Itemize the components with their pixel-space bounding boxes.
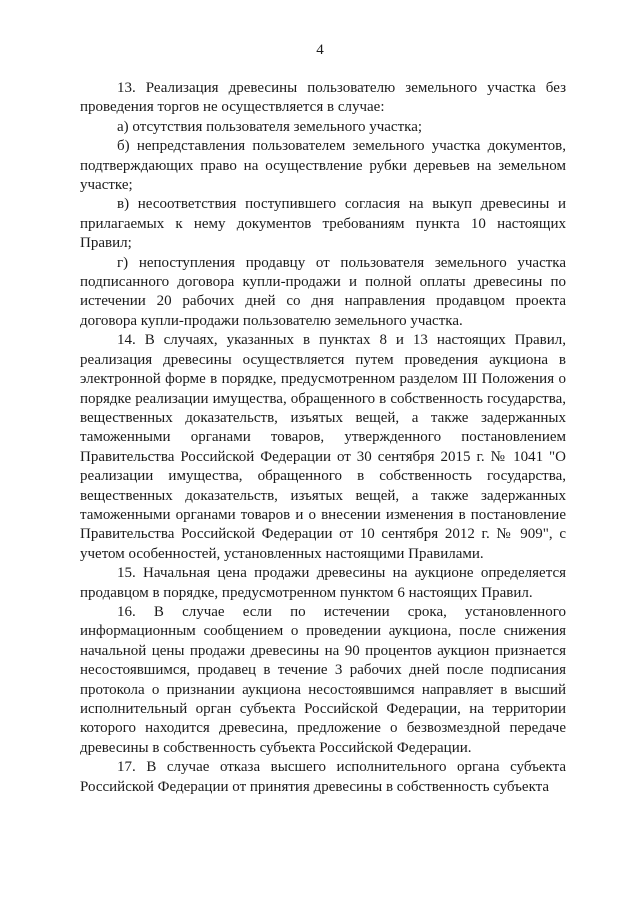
page-number: 4 bbox=[316, 42, 324, 58]
paragraph-13-b: б) непредставления пользователем земельного участка документов, подтверждающих право на осуществление рубки деревьев на земельном участке; bbox=[80, 138, 566, 194]
paragraph-17: 17. В случае отказа высшего исполнительного органа субъекта Российской Федерации от принятия древесины в собственность субъекта bbox=[80, 759, 566, 795]
paragraph-16: 16. В случае если по истечении срока, установленного информационным сообщением о проведении аукциона, после снижения начальной цены продажи древесины на 90 процентов аукцион признается несостоявшимся, продавец в течение 3 рабочих дней после подписания протокола о признании аукциона несостоявшимся направляет в высший исполнительный орган субъекта Российской Федерации, на территории которого находится древесина, предложение о безвозмездной передаче древесины в собственность субъекта Российской Федерации. bbox=[80, 603, 566, 756]
paragraph-13-a: а) отсутствия пользователя земельного участка; bbox=[117, 118, 423, 135]
paragraph-13-g: г) непоступления продавцу от пользователя земельного участка подписанного договора купли-продажи и полной оплаты древесины по истечении 20 рабочих дней со дня направления продавцом проекта договора купли-продажи пользователю земельного участка. bbox=[80, 254, 566, 329]
paragraph-14: 14. В случаях, указанных в пунктах 8 и 13 настоящих Правил, реализация древесины осуществляется путем проведения аукциона в электронной форме в порядке, предусмотренном разделом III Положения о порядке реализации имущества, обращенного в собственность государства, вещественных доказательств, изъятых вещей, а также задержанных таможенными органами товаров, утвержденного постановлением Правительства Российской Федерации от 30 сентября 2015 г. № 1041 "О реализации имущества, обращенного в собственность государства, вещественных доказательств, изъятых вещей, а также задержанных таможенными органами товаров и о внесении изменения в постановление Правительства Российской Федерации от 10 сентября 2012 г. № 909", с учетом особенностей, установленных настоящими Правилами. bbox=[80, 332, 566, 562]
document-body bbox=[80, 79, 566, 797]
paragraph-13-v: в) несоответствия поступившего согласия на выкуп древесины и прилагаемых к нему документов требованиям пункта 10 настоящих Правил; bbox=[80, 196, 566, 252]
paragraph-13: 13. Реализация древесины пользователю земельного участка без проведения торгов не осуществляется в случае: bbox=[80, 80, 566, 116]
paragraph-15: 15. Начальная цена продажи древесины на аукционе определяется продавцом в порядке, предусмотренном пунктом 6 настоящих Правил. bbox=[80, 565, 566, 601]
